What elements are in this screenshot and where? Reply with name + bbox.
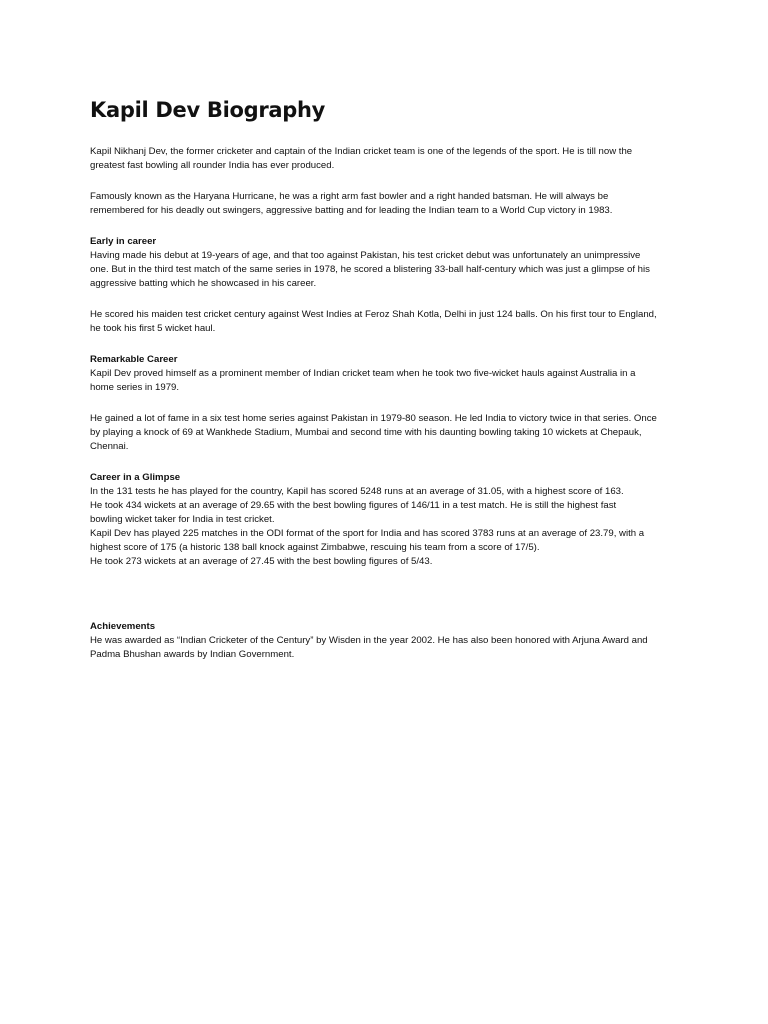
section-heading-remarkable-career: Remarkable Career xyxy=(90,354,178,365)
early-career-paragraph-1 xyxy=(90,249,680,291)
text-line: highest score of 175 (a historic 138 ball knock against Zimbabwe, rescuing his team from a score of 17/5). xyxy=(90,542,540,553)
section-heading-career-glimpse: Career in a Glimpse xyxy=(90,472,181,483)
text-line: remembered for his deadly out swingers, aggressive batting and for leading the Indian team to a World Cup victory in 1983. xyxy=(90,205,613,216)
text-line: he took his first 5 wicket haul. xyxy=(90,323,216,334)
text-line: He was awarded as “Indian Cricketer of the Century” by Wisden in the year 2002. He has also been honored with Arjuna Award and xyxy=(90,635,648,646)
section-heading-early-career: Early in career xyxy=(90,236,157,247)
remarkable-career-paragraph-1 xyxy=(90,367,680,395)
text-line: Famously known as the Haryana Hurricane, he was a right arm fast bowler and a right handed batsman. He will always be xyxy=(90,191,609,202)
text-line: greatest fast bowling all rounder India has ever produced. xyxy=(90,160,335,171)
document-page xyxy=(90,96,680,662)
early-career-paragraph-2 xyxy=(90,308,680,336)
intro-paragraph-1 xyxy=(90,145,680,173)
text-line: Having made his debut at 19-years of age, and that too against Pakistan, his test cricket debut was unfortunately an unimpressive xyxy=(90,250,641,261)
text-line: He took 434 wickets at an average of 29.65 with the best bowling figures of 146/11 in a test match. He is still the highest fast xyxy=(90,500,617,511)
text-line: Chennai. xyxy=(90,441,129,452)
career-glimpse-paragraph xyxy=(90,485,680,569)
text-line: Padma Bhushan awards by Indian Government. xyxy=(90,649,295,660)
text-line: Kapil Dev proved himself as a prominent member of Indian cricket team when he took two five-wicket hauls against Australia in a xyxy=(90,368,636,379)
achievements-paragraph xyxy=(90,634,680,662)
remarkable-career-paragraph-2 xyxy=(90,412,680,454)
text-line: He gained a lot of fame in a six test home series against Pakistan in 1979-80 season. He led India to victory twice in that series. Once xyxy=(90,413,657,424)
text-line: aggressive batting which he showcased in his career. xyxy=(90,278,317,289)
text-line: home series in 1979. xyxy=(90,382,180,393)
text-line: one. But in the third test match of the same series in 1978, he scored a blistering 33-ball half-century which was just a glimpse of his xyxy=(90,264,650,275)
section-heading-achievements: Achievements xyxy=(90,621,156,632)
text-line: Kapil Nikhanj Dev, the former cricketer and captain of the Indian cricket team is one of the legends of the sport. He is till now the xyxy=(90,146,633,157)
document-title: Kapil Dev Biography xyxy=(90,98,326,122)
text-line: He took 273 wickets at an average of 27.45 with the best bowling figures of 5/43. xyxy=(90,556,433,567)
text-line: He scored his maiden test cricket century against West Indies at Feroz Shah Kotla, Delhi in just 124 balls. On his first tour to England, xyxy=(90,309,657,320)
intro-paragraph-2 xyxy=(90,190,680,218)
text-line: bowling wicket taker for India in test cricket. xyxy=(90,514,275,525)
text-line: by playing a knock of 69 at Wankhede Stadium, Mumbai and second time with his daunting bowling taking 10 wickets at Chepauk, xyxy=(90,427,642,438)
text-line: In the 131 tests he has played for the country, Kapil has scored 5248 runs at an average of 31.05, with a highest score of 163. xyxy=(90,486,624,497)
text-line: Kapil Dev has played 225 matches in the ODI format of the sport for India and has scored 3783 runs at an average of 23.79, with a xyxy=(90,528,645,539)
